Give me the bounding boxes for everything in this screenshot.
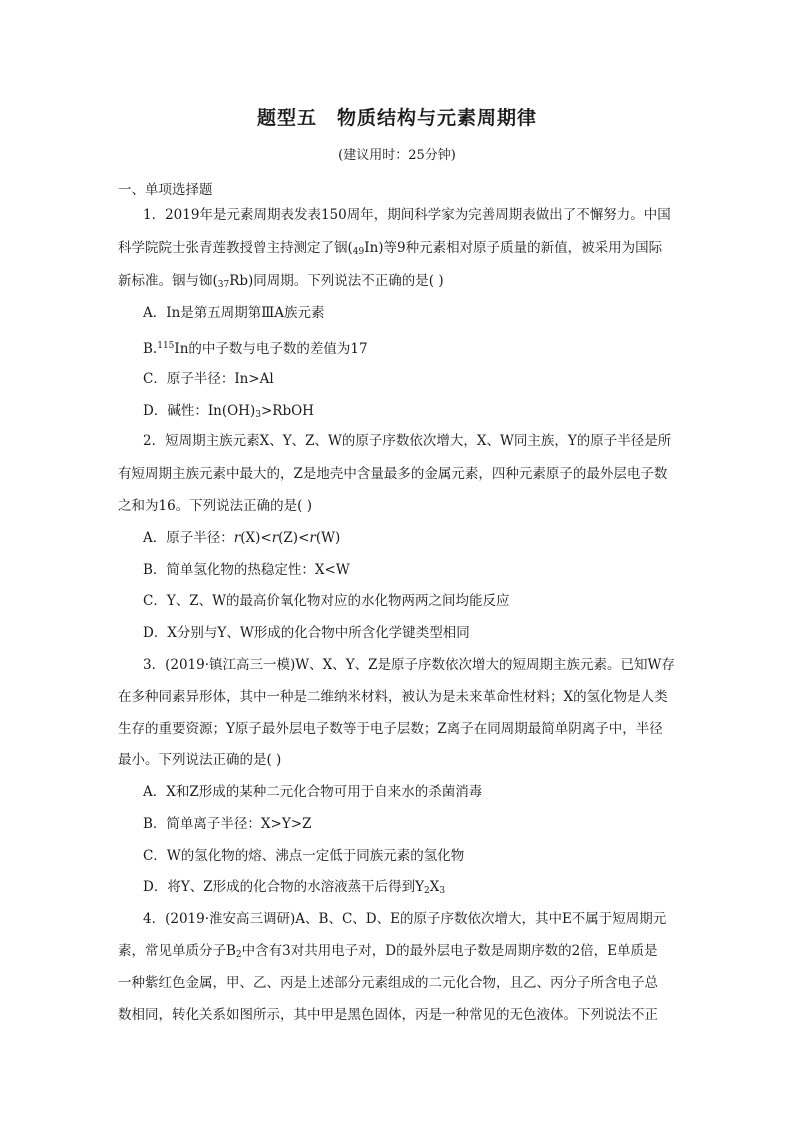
q3-option-c: C．W的氢化物的熔、沸点一定低于同族元素的氢化物: [143, 848, 465, 864]
q3-option-a: A．X和Z形成的某种二元化合物可用于自来水的杀菌消毒: [143, 784, 483, 800]
q1-option-c: C．原子半径：In>Al: [143, 371, 274, 387]
q3-option-b: B．简单离子半径：X>Y>Z: [143, 816, 312, 832]
suggested-time: (建议用时：25分钟): [338, 148, 456, 163]
q1-option-d: D．碱性：$In(OH)_3>RbOH$: [143, 403, 314, 420]
title-part1: 题型五: [256, 107, 317, 129]
q3-line3: 生存的重要资源；Y原子最外层电子数等于电子层数；Z离子在同周期最简单阴离子中，半径: [118, 721, 663, 737]
q1-option-b: B.$^{115}$In的中子数与电子数的差值为17: [143, 341, 368, 357]
q2-line1: 2．短周期主族元素X、Y、Z、W的原子序数依次增大，X、W同主族，Y的原子半径是所: [143, 433, 672, 449]
q2-line3: 之和为16。下列说法正确的是( ): [118, 498, 313, 514]
q2-line2: 有短周期主族元素中最大的，Z是地壳中含量最多的金属元素，四种元素原子的最外层电子数: [118, 466, 668, 482]
q1-line2: 科学院院士张青莲教授曾主持测定了铟$(_{49}In)$等9种元素相对原子质量的新值，被采用为国际: [118, 240, 663, 257]
q2-option-c: C．Y、Z、W的最高价氧化物对应的水化物两两之间均能反应: [143, 593, 510, 609]
q1-line3: 新标准。铟与铷$(_{37}Rb)$同周期。下列说法不正确的是( ): [118, 273, 444, 290]
section-heading: 一、单项选择题: [118, 182, 213, 198]
q4-line2: 素，常见单质分子$B_2$中含有3对共用电子对，D的最外层电子数是周期序数的2倍，E单质是: [118, 943, 658, 960]
q3-line2: 在多种同素异形体，其中一种是二维纳米材料，被认为是未来革命性材料；X的氢化物是人类: [118, 689, 668, 705]
q3-line4: 最小。下列说法正确的是( ): [118, 752, 282, 768]
q3-line1: 3．(2019·镇江高三一模)W、X、Y、Z是原子序数依次增大的短周期主族元素。已知W存: [143, 657, 675, 673]
q2-option-d: D．X分别与Y、W形成的化合物中所含化学键类型相同: [143, 625, 470, 641]
q4-line1: 4．(2019·淮安高三调研)A、B、C、D、E的原子序数依次增大，其中E不属于短周期元: [143, 911, 667, 927]
q1-option-a: A．In是第五周期第ⅢA族元素: [143, 305, 325, 321]
title-part2: 物质结构与元素周期律: [337, 107, 538, 129]
q2-option-a: A．原子半径：r(X)<r(Z)<r(W): [143, 530, 341, 546]
q4-line4: 数相同，转化关系如图所示，其中甲是黑色固体，丙是一种常见的无色液体。下列说法不正: [118, 1007, 658, 1023]
q1-line1: 1．2019年是元素周期表发表150周年，期间科学家为完善周期表做出了不懈努力。中国: [143, 207, 671, 223]
q3-option-d: D．将Y、Z形成的化合物的水溶液蒸干后得到$Y_2X_3$: [143, 879, 446, 896]
page-title: [0, 103, 794, 130]
q2-option-b: B．简单氢化物的热稳定性：X<W: [143, 562, 350, 578]
q4-line3: 一种紫红色金属，甲、乙、丙是上述部分元素组成的二元化合物，且乙、丙分子所含电子总: [118, 975, 658, 991]
